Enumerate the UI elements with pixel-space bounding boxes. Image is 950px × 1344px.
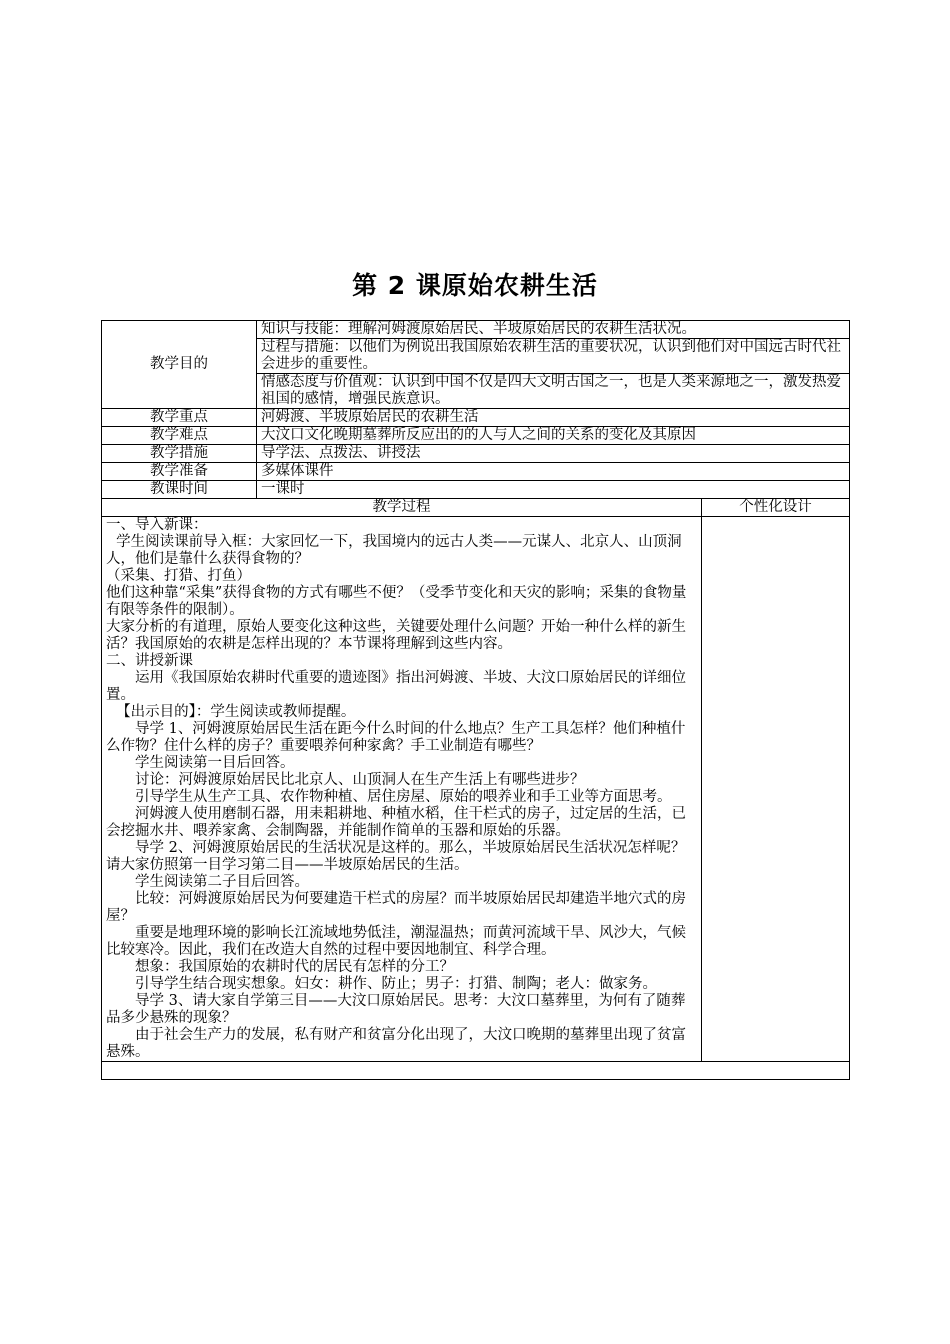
- process-paragraph: 比较：河姆渡原始居民为何要建造干栏式的房屋？而半坡原始居民却建造半地穴式的房屋？: [106, 891, 686, 924]
- process-paragraph: 想象：我国原始的农耕时代的居民有怎样的分工？: [135, 959, 454, 975]
- process-paragraph: 由于社会生产力的发展，私有财产和贫富分化出现了，大汶口晚期的墓葬里出现了贫富悬殊。: [106, 1027, 686, 1060]
- design-column: [702, 517, 850, 1062]
- key-point-row: [102, 409, 850, 427]
- difficulty-row: [102, 427, 850, 445]
- process-paragraph: 导学 2、河姆渡原始居民的生活状况是这样的。那么，半坡原始居民生活状况怎样呢？请大家仿照第一目学习第二目——半坡原始居民的生活。: [106, 840, 686, 873]
- process-header-row: [102, 499, 850, 517]
- objectives-row: [102, 321, 850, 339]
- process-paragraph: 【出示目的】：学生阅读或教师提醒。: [116, 704, 356, 720]
- objective-process: 过程与措施：以他们为例说出我国原始农耕生活的重要状况，认识到他们对中国远古时代社会进步的重要性。: [257, 339, 850, 374]
- preparation-value: 多媒体课件: [257, 463, 850, 481]
- key-point-value: 河姆渡、半坡原始居民的农耕生活: [257, 409, 850, 427]
- method-value: 导学法、点拨法、讲授法: [257, 445, 850, 463]
- process-paragraph: 讨论：河姆渡原始居民比北京人、山顶洞人在生产生活上有哪些进步？: [135, 772, 585, 788]
- process-paragraph: 学生阅读课前导入框：大家回忆一下，我国境内的远古人类——元谋人、北京人、山顶洞人，他们是靠什么获得食物的？: [106, 534, 682, 567]
- empty-footer-row: [102, 1062, 850, 1080]
- page-title: 第 2 课原始农耕生活: [352, 271, 598, 300]
- key-point-label: 教学重点: [102, 409, 257, 427]
- process-paragraph: 引导学生从生产工具、农作物种植、居住房屋、原始的喂养业和手工业等方面思考。: [135, 789, 672, 805]
- empty-footer-cell: [102, 1062, 850, 1080]
- process-paragraph: 导学 3、请大家自学第三目——大汶口原始居民。思考：大汶口墓葬里，为何有了随葬品多少悬殊的现象？: [106, 993, 686, 1026]
- objectives-label: 教学目的: [102, 321, 257, 409]
- duration-value: 一课时: [257, 481, 850, 499]
- objective-knowledge: 知识与技能：理解河姆渡原始居民、半坡原始居民的农耕生活状况。: [257, 321, 850, 339]
- process-paragraph: 他们这种靠“采集”获得食物的方式有哪些不便？（受季节变化和天灾的影响；采集的食物量有限等条件的限制）。: [106, 585, 687, 618]
- design-header: 个性化设计: [702, 499, 850, 517]
- process-content: [102, 517, 702, 1062]
- process-paragraph: 河姆渡人使用磨制石器，用耒耜耕地、种植水稻，住干栏式的房子，过定居的生活，已会挖掘水井、喂养家禽、会制陶器，并能制作简单的玉器和原始的乐器。: [106, 806, 686, 839]
- duration-row: [102, 481, 850, 499]
- process-paragraph: （采集、打猎、打鱼）: [106, 568, 251, 584]
- process-header: 教学过程: [102, 499, 702, 517]
- method-row: [102, 445, 850, 463]
- process-paragraph: 大家分析的有道理，原始人要变化这种这些，关键要处理什么问题？开始一种什么样的新生活？我国原始的农耕是怎样出现的？本节课将理解到这些内容。: [106, 619, 686, 652]
- process-paragraph: 运用《我国原始农耕时代重要的遗迹图》指出河姆渡、半坡、大汶口原始居民的详细位置。: [106, 670, 686, 703]
- lesson-plan-table: [101, 320, 850, 1080]
- process-paragraph: 学生阅读第一目后回答。: [135, 755, 295, 771]
- preparation-row: [102, 463, 850, 481]
- difficulty-value: 大汶口文化晚期墓葬所反应出的的人与人之间的关系的变化及其原因: [257, 427, 850, 445]
- process-body-row: [102, 517, 850, 1062]
- process-paragraph: 一、导入新课：: [106, 517, 208, 533]
- process-paragraph: 二、讲授新课: [106, 653, 193, 669]
- process-paragraph: 导学 1、河姆渡原始居民生活在距今什么时间的什么地点？生产工具怎样？他们种植什么作物？住什么样的房子？重要喂养何种家禽？手工业制造有哪些？: [106, 721, 686, 754]
- method-label: 教学措施: [102, 445, 257, 463]
- objective-emotion: 情感态度与价值观：认识到中国不仅是四大文明古国之一，也是人类来源地之一，激发热爱祖国的感情，增强民族意识。: [257, 374, 850, 409]
- duration-label: 教课时间: [102, 481, 257, 499]
- process-paragraph: 引导学生结合现实想象。妇女：耕作、防止；男子：打猎、制陶；老人：做家务。: [135, 976, 657, 992]
- process-paragraph: 学生阅读第二子目后回答。: [135, 874, 309, 890]
- difficulty-label: 教学难点: [102, 427, 257, 445]
- preparation-label: 教学准备: [102, 463, 257, 481]
- process-paragraph: 重要是地理环境的影响长江流域地势低洼，潮湿温热；而黄河流域干旱、风沙大，气候比较寒冷。因此，我们在改造大自然的过程中要因地制宜、科学合理。: [106, 925, 686, 958]
